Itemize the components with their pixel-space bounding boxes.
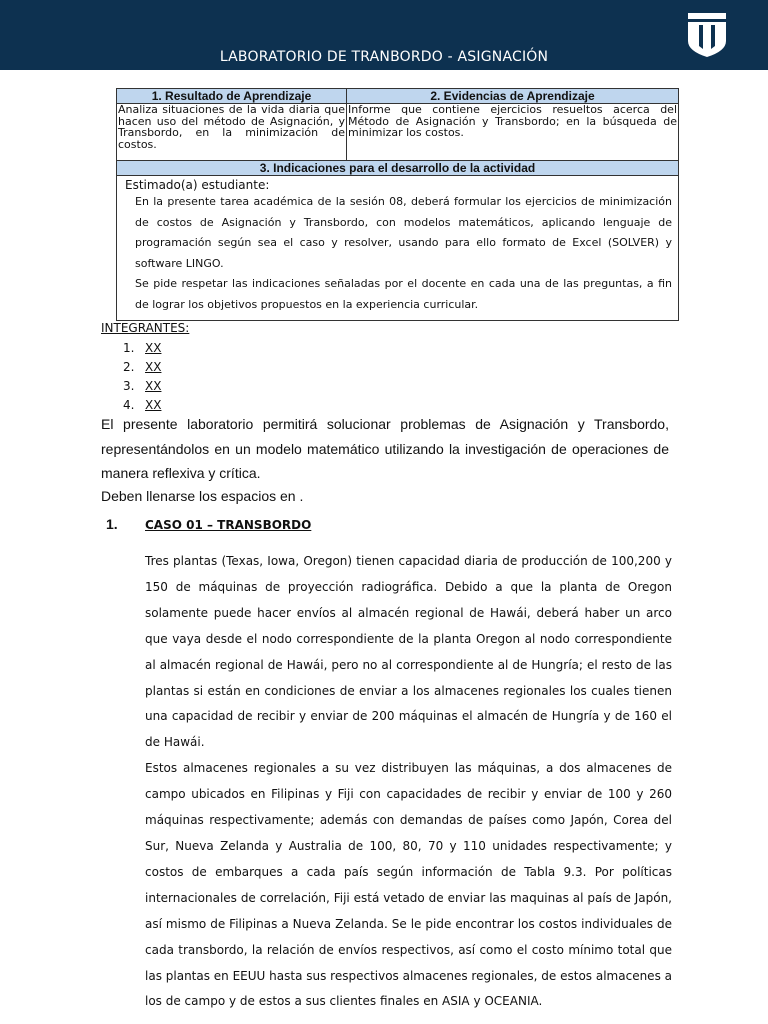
- university-logo-icon: [686, 11, 728, 57]
- member-name[interactable]: XX: [145, 360, 162, 374]
- fill-instruction: Deben llenarse los espacios en .: [101, 488, 304, 504]
- greeting: Estimado(a) estudiante:: [125, 178, 270, 192]
- list-item: 1. XX: [123, 341, 162, 355]
- learning-evidence-text: Informe que contiene ejercicios resueltos acerca del Método de Asignación y Transbordo; en la búsqueda de minimizar los costos.: [347, 104, 679, 161]
- learning-table: [116, 88, 679, 321]
- learning-result-text: Analiza situaciones de la vida diaria que hacen uso del método de Asignación, y Transbordo, en la minimización de costos.: [117, 104, 347, 161]
- col1-header: 1. Resultado de Aprendizaje: [117, 89, 347, 104]
- integrantes-list: [123, 339, 161, 415]
- col2-header: 2. Evidencias de Aprendizaje: [347, 89, 679, 104]
- member-name[interactable]: XX: [145, 379, 162, 393]
- instructions-cell: [117, 176, 679, 321]
- integrantes-label: INTEGRANTES:: [101, 321, 190, 335]
- instructions-paragraph-1: En la presente tarea académica de la sesión 08, deberá formular los ejercicios de minimización de costos de Asignación y Transbordo, con modelos matemáticos, aplicando lenguaje de programación según sea el caso y resolver, usando para ello formato de Excel (SOLVER) y software LINGO.: [135, 195, 672, 270]
- section3-header: 3. Indicaciones para el desarrollo de la actividad: [117, 161, 679, 176]
- page-title: LABORATORIO DE TRANBORDO - ASIGNACIÓN: [219, 49, 549, 65]
- list-item: 4. XX: [123, 398, 162, 412]
- instructions-paragraph-2: Se pide respetar las indicaciones señaladas por el docente en cada una de las preguntas, a fin de lograr los objetivos propuestos en la experiencia curricular.: [135, 277, 672, 311]
- list-item: 2. XX: [123, 360, 162, 374]
- member-name[interactable]: XX: [145, 341, 162, 355]
- list-item: 3. XX: [123, 379, 162, 393]
- case-title: CASO 01 – TRANSBORDO: [145, 518, 312, 532]
- case-body: [145, 549, 672, 1015]
- member-name[interactable]: XX: [145, 398, 162, 412]
- case-paragraph-2: Estos almacenes regionales a su vez distribuyen las máquinas, a dos almacenes de campo ubicados en Filipinas y Fiji con capacidades de recibir y enviar de 100 y 260 máquinas respectivamente; además con demandas de países como Japón, Corea del Sur, Nueva Zelanda y Australia de 100, 80, 70 y 110 unidades respectivamente; y costos de embarques a cada país según información de Tabla 9.3. Por políticas internacionales de correlación, Fiji está vetado de enviar las maquinas al país de Japón, así mismo de Filipinas a Nueva Zelanda. Se le pide encontrar los costos individuales de cada transbordo, la relación de envíos respectivos, así como el costo mínimo total que las plantas en EEUU hasta sus respectivos almacenes regionales, de estos almacenes a los de campo y de estos a sus clientes finales en ASIA y OCEANIA.: [145, 761, 672, 1009]
- case-paragraph-1: Tres plantas (Texas, Iowa, Oregon) tienen capacidad diaria de producción de 100,200 y 150 de máquinas de proyección radiográfica. Debido a que la planta de Oregon solamente puede hacer envíos al almacén regional de Hawái, deberá haber un arco que vaya desde el nodo correspondiente de la planta Oregon al nodo correspondiente al almacén regional de Hawái, pero no al correspondiente al de Hungría; el resto de las plantas si están en condiciones de enviar a los almacenes regionales los cuales tienen una capacidad de recibir y enviar de 200 máquinas el almacén de Hungría y de 160 el de Hawái.: [145, 554, 672, 750]
- case-number: 1.: [106, 516, 118, 532]
- header-bar: [0, 0, 768, 70]
- intro-paragraph: El presente laboratorio permitirá solucionar problemas de Asignación y Transbordo, representándolos en un modelo matemático utilizando la investigación de operaciones de manera reflexiva y crítica.: [101, 416, 669, 481]
